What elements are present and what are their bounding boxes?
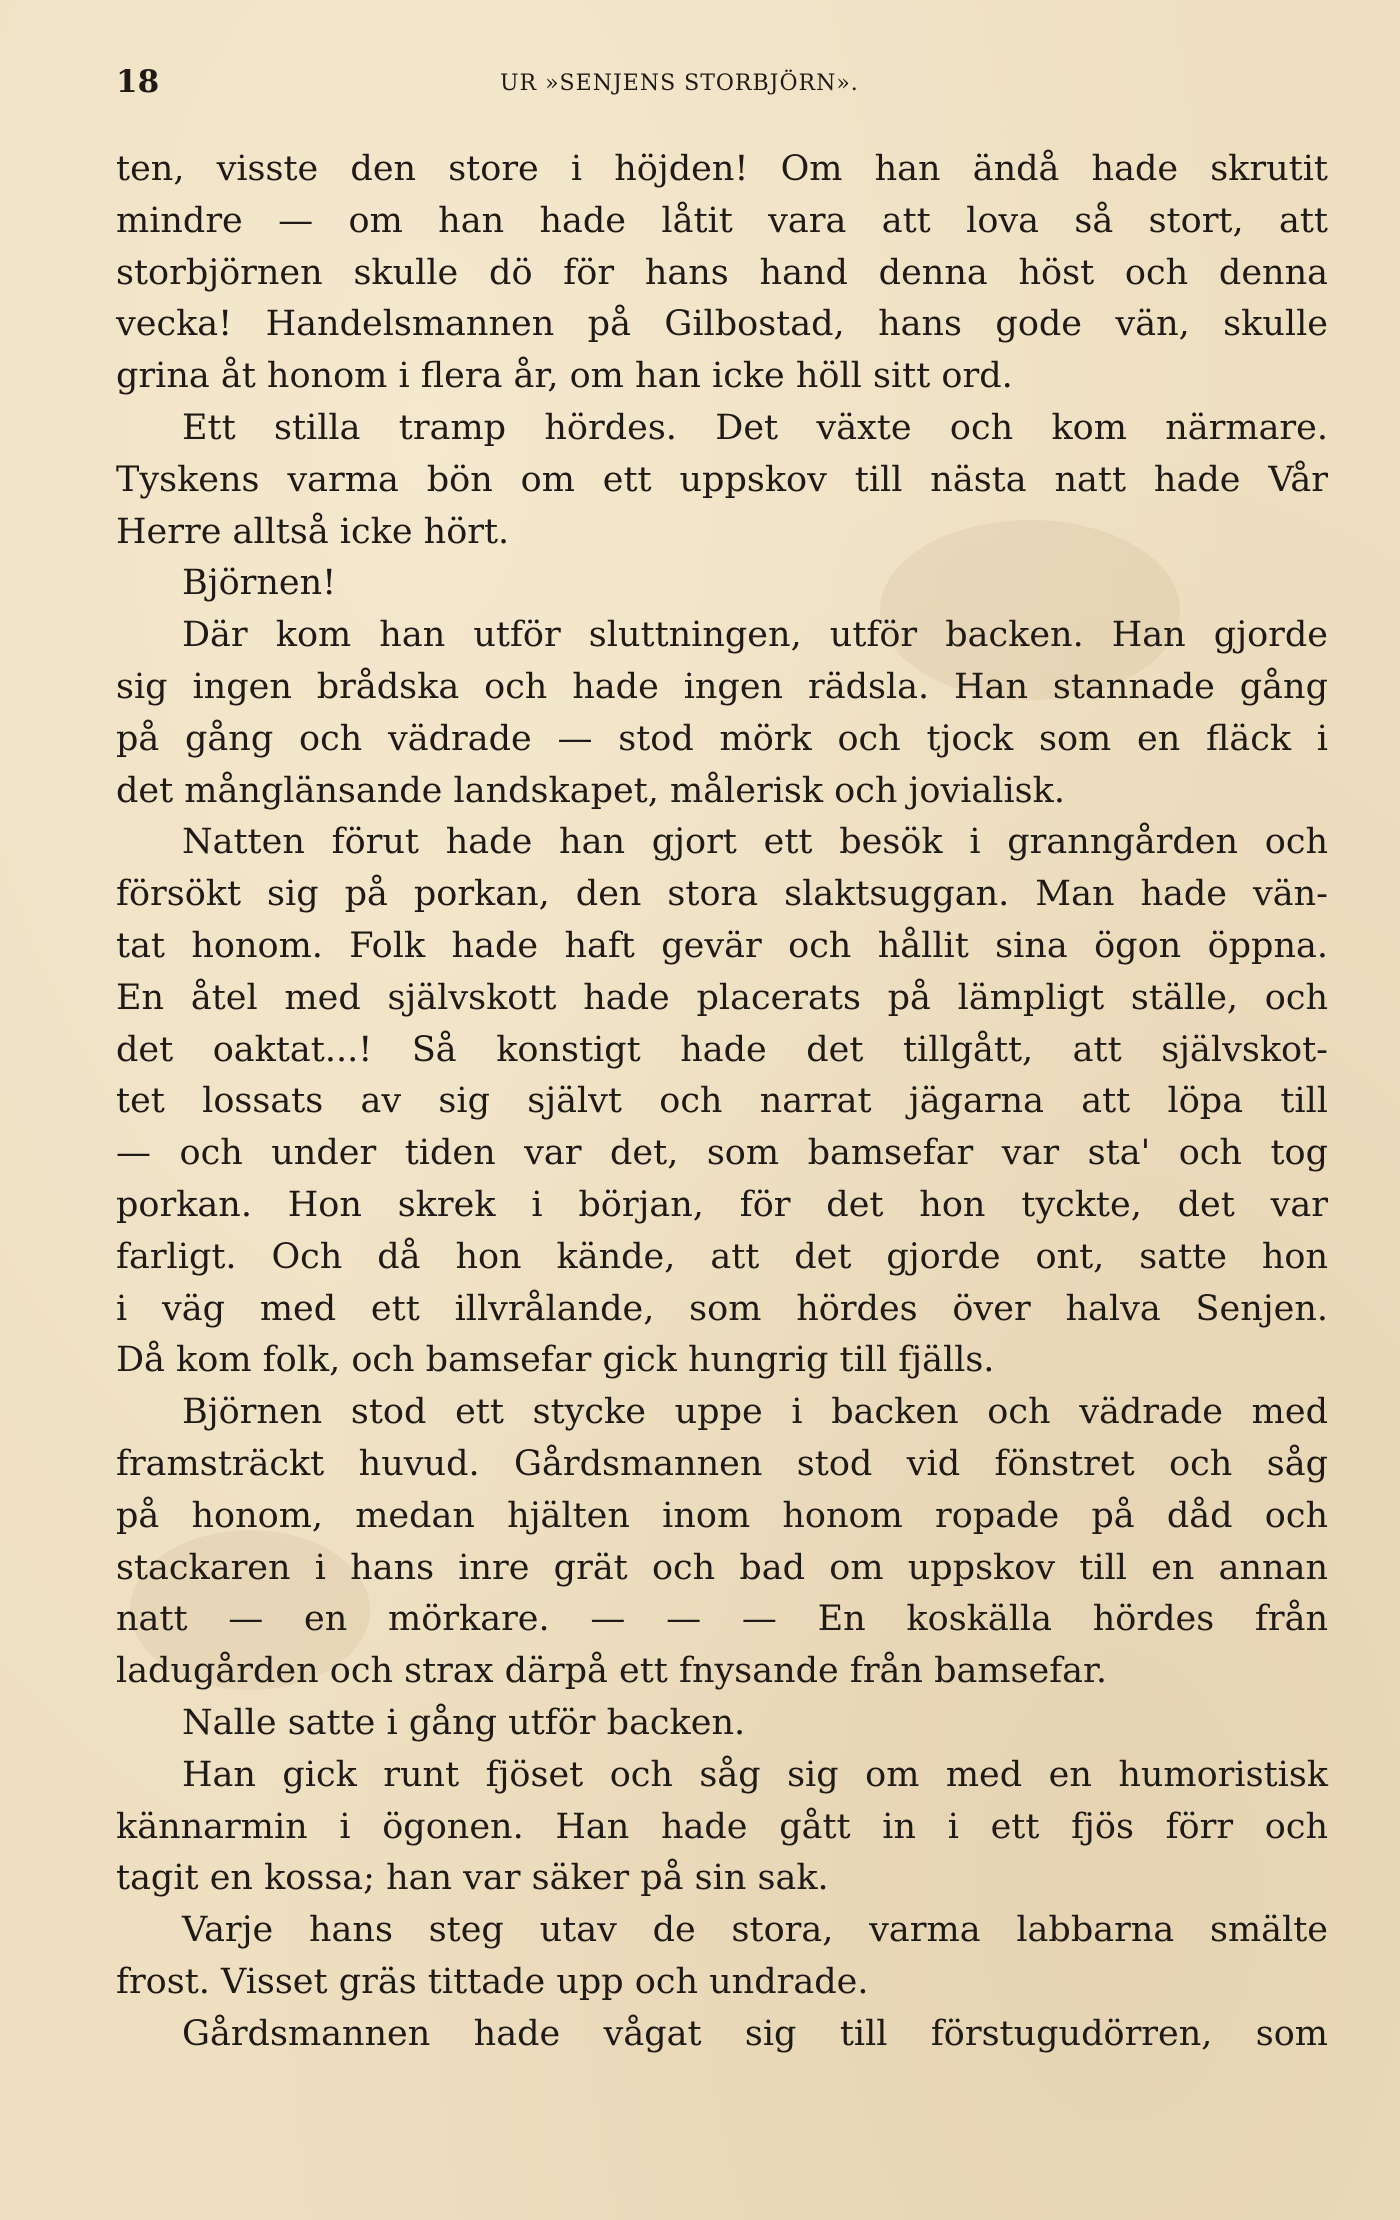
- text-line: frost. Visset gräs tittade upp och undrade.: [116, 1961, 869, 2002]
- text-line: storbjörnen skulle dö för hans hand denna höst och denna: [116, 252, 1328, 293]
- text-line: Gårdsmannen hade vågat sig till förstugudörren, som: [182, 2013, 1328, 2054]
- text-line: på gång och vädrade — stod mörk och tjock som en fläck i: [116, 718, 1328, 759]
- text-line: tat honom. Folk hade haft gevär och hållit sina ögon öppna.: [116, 925, 1328, 966]
- text-line: ladugården och strax därpå ett fnysande från bamsefar.: [116, 1651, 1108, 1692]
- text-line: det månglänsande landskapet, målerisk och jovialisk.: [116, 770, 1065, 811]
- text-line: Han gick runt fjöset och såg sig om med en humoristisk: [182, 1754, 1328, 1795]
- text-line: Herre alltså icke hört.: [116, 511, 510, 552]
- text-line: i väg med ett illvrålande, som hördes över halva Senjen.: [116, 1288, 1328, 1329]
- text-line: tagit en kossa; han var säker på sin sak.: [116, 1858, 829, 1899]
- text-line: på honom, medan hjälten inom honom ropade på dåd och: [116, 1495, 1328, 1536]
- running-head: UR »SENJENS STORBJÖRN».: [500, 71, 859, 96]
- body-text: [116, 144, 1328, 2060]
- text-line: grina åt honom i flera år, om han icke höll sitt ord.: [116, 356, 1013, 397]
- text-line: det oaktat...! Så konstigt hade det tillgått, att självskot-: [116, 1029, 1328, 1070]
- page-number: 18: [116, 64, 160, 100]
- page-header: [116, 64, 1328, 112]
- text-line: En åtel med självskott hade placerats på lämpligt ställe, och: [116, 977, 1328, 1018]
- text-line: Tyskens varma bön om ett uppskov till nästa natt hade Vår: [116, 459, 1328, 500]
- text-line: vecka! Handelsmannen på Gilbostad, hans gode vän, skulle: [116, 304, 1328, 345]
- text-line: stackaren i hans inre grät och bad om uppskov till en annan: [116, 1547, 1328, 1588]
- text-line: tet lossats av sig självt och narrat jägarna att löpa till: [116, 1081, 1328, 1122]
- text-line: kännarmin i ögonen. Han hade gått in i ett fjös förr och: [116, 1806, 1328, 1847]
- text-line: Natten förut hade han gjort ett besök i granngården och: [182, 822, 1328, 863]
- text-line: — och under tiden var det, som bamsefar var sta' och tog: [116, 1133, 1328, 1174]
- text-line: Björnen!: [182, 563, 337, 604]
- text-line: Ett stilla tramp hördes. Det växte och kom närmare.: [182, 407, 1328, 448]
- text-line: ten, visste den store i höjden! Om han ändå hade skrutit: [116, 149, 1328, 189]
- text-line: framsträckt huvud. Gårdsmannen stod vid fönstret och såg: [116, 1443, 1328, 1484]
- text-line: Varje hans steg utav de stora, varma labbarna smälte: [182, 1910, 1328, 1951]
- text-line: försökt sig på porkan, den stora slaktsuggan. Man hade vän-: [116, 874, 1328, 915]
- text-line: natt — en mörkare. — — — En koskälla hördes från: [116, 1599, 1328, 1640]
- text-line: Där kom han utför sluttningen, utför backen. Han gjorde: [182, 615, 1328, 656]
- text-line: sig ingen brådska och hade ingen rädsla. Han stannade gång: [116, 666, 1328, 707]
- text-line: Björnen stod ett stycke uppe i backen och vädrade med: [182, 1392, 1328, 1433]
- text-line: farligt. Och då hon kände, att det gjorde ont, satte hon: [116, 1236, 1328, 1277]
- text-line: Då kom folk, och bamsefar gick hungrig till fjälls.: [116, 1340, 995, 1381]
- text-line: porkan. Hon skrek i början, för det hon tyckte, det var: [116, 1184, 1328, 1225]
- text-line: Nalle satte i gång utför backen.: [182, 1702, 746, 1743]
- text-line: mindre — om han hade låtit vara att lova så stort, att: [116, 200, 1328, 241]
